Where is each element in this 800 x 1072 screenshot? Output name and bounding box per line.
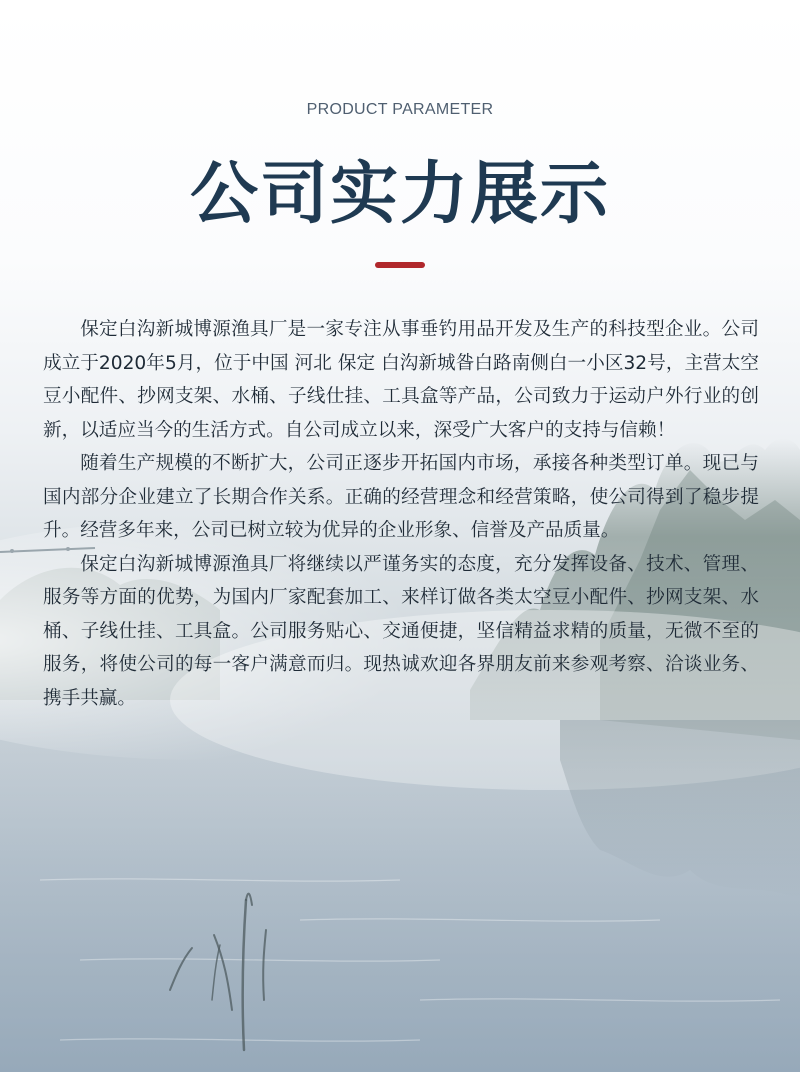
title-divider <box>375 262 425 268</box>
paragraph-growth: 随着生产规模的不断扩大，公司正逐步开拓国内市场，承接各种类型订单。现已与国内部分企业建立了长期合作关系。正确的经营理念和经营策略，使公司得到了稳步提升。经营多年来，公司已树立较为优异的企业形象、信誉及产品质量。 <box>43 453 759 541</box>
paragraph-intro: 保定白沟新城博源渔具厂是一家专注从事垂钓用品开发及生产的科技型企业。公司成立于2020年5月，位于中国 河北 保定 白沟新城昝白路南侧白一小区32号，主营太空豆小配件、抄网支架、水桶、子线仕挂、工具盒等产品，公司致力于运动户外行业的创新，以适应当今的生活方式。自公司成立以来，深受广大客户的支持与信赖！ <box>43 319 759 441</box>
page-title: 公司实力展示 <box>189 155 610 234</box>
company-description <box>43 313 759 715</box>
section-subtitle: PRODUCT PARAMETER <box>306 101 494 118</box>
paragraph-commitment: 保定白沟新城博源渔具厂将继续以严谨务实的态度，充分发挥设备、技术、管理、服务等方面的优势，为国内厂家配套加工、来样订做各类太空豆小配件、抄网支架、水桶、子线仕挂、工具盒。公司服务贴心、交通便捷，坚信精益求精的质量，无微不至的服务，将使公司的每一客户满意而归。现热诚欢迎各界朋友前来参观考察、洽谈业务、携手共赢。 <box>43 553 759 709</box>
